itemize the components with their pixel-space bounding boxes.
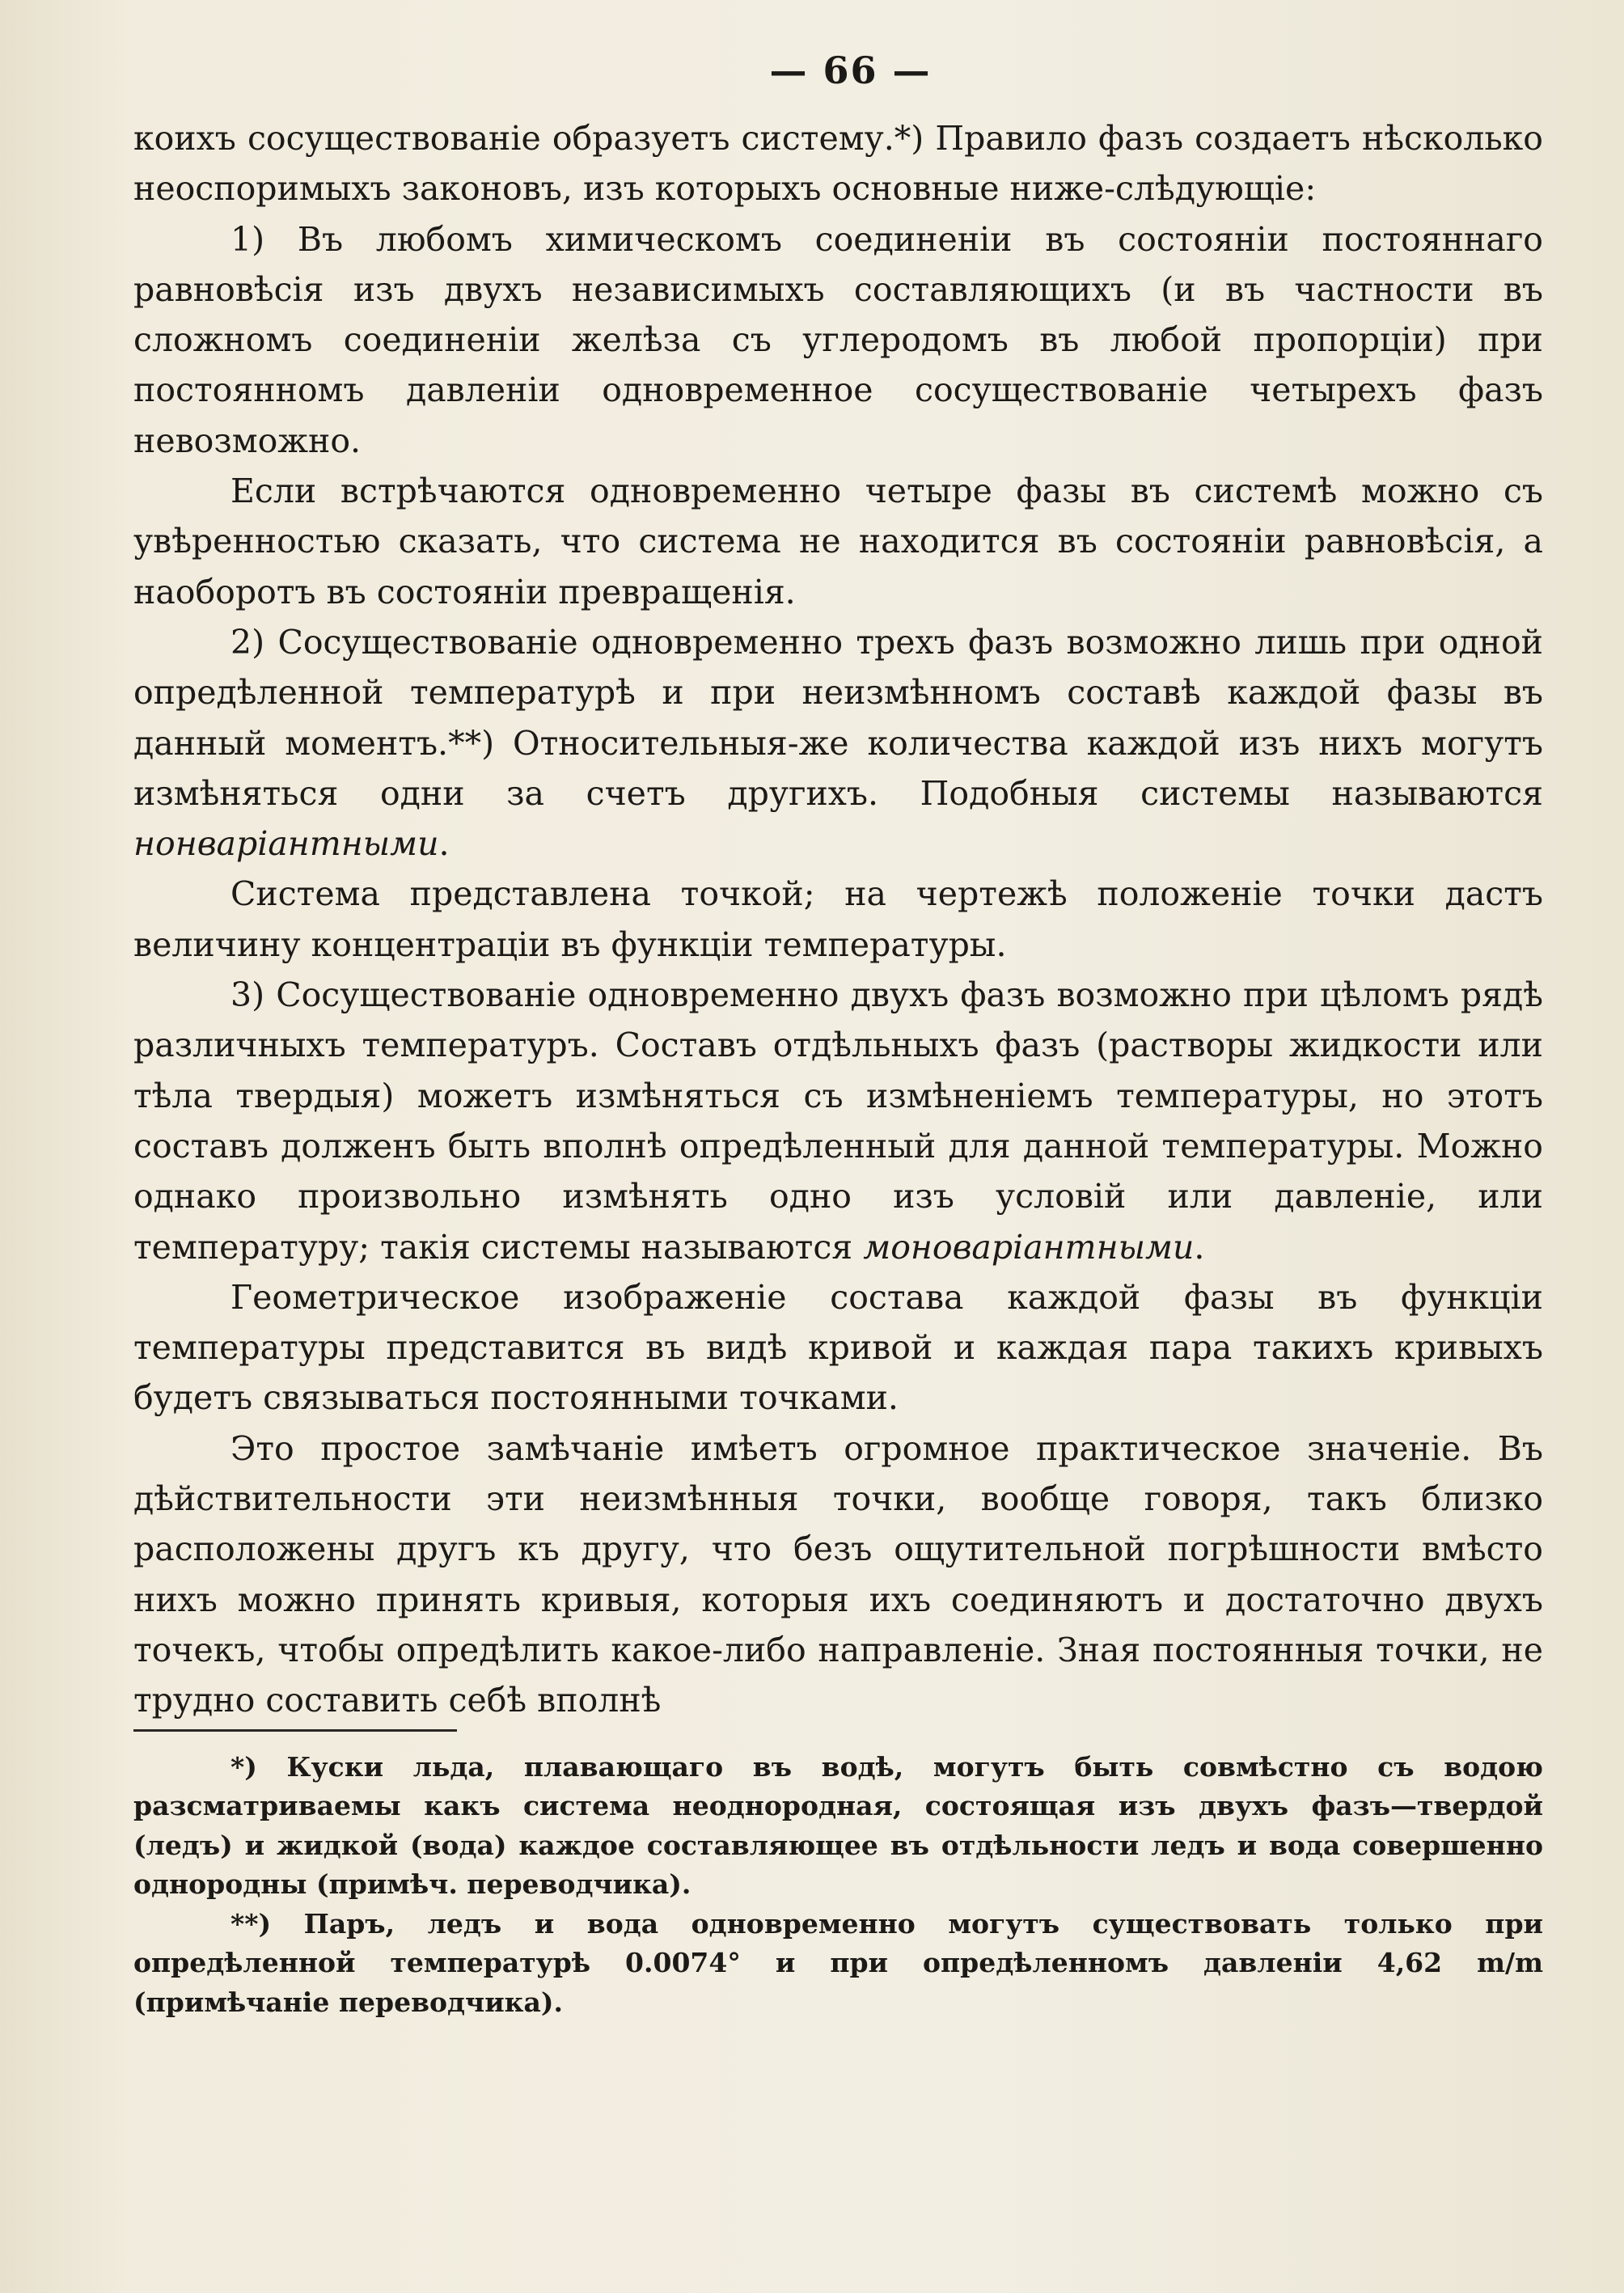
- main-text: [133, 113, 1543, 1726]
- footnote-1: *) Куски льда, плавающаго въ водѣ, могутъ быть совмѣстно съ водою разсматриваемы какъ система неоднородная, состоящая изъ двухъ фазъ—твердой (ледъ) и жидкой (вода) каждое составляющее въ отдѣльности ледъ и вода совершенно однородны (примѣч. переводчика).: [133, 1750, 1543, 1900]
- paragraph-3: Если встрѣчаются одновременно четыре фазы въ системѣ можно съ увѣренностью сказать, что система не находится въ состояніи равновѣсія, а наоборотъ въ состояніи превращенія.: [133, 472, 1543, 611]
- footnote-divider: [133, 1729, 457, 1732]
- paragraph-4-text: 2) Сосуществованіе одновременно трехъ фазъ возможно лишь при одной опредѣленной температурѣ и при неизмѣнномъ составѣ каждой фазы въ данный моментъ.**) Относительныя-же количества каждой изъ нихъ могутъ измѣняться одни за счетъ другихъ. Подобныя системы называются: [133, 622, 1543, 813]
- paragraph-4: [133, 617, 1543, 869]
- footnotes: [133, 1748, 1543, 2023]
- paragraph-4-end: .: [438, 824, 450, 864]
- term-nonvariant: нонваріантными: [133, 824, 439, 864]
- term-monovariant: моноваріантными: [863, 1227, 1195, 1267]
- paragraph-8: Это простое замѣчаніе имѣетъ огромное практическое значеніе. Въ дѣйствительности эти неизмѣнныя точки, вообще говоря, такъ близко расположены другъ къ другу, что безъ ощутительной погрѣшности вмѣсто нихъ можно принять кривыя, которыя ихъ соединяютъ и достаточно двухъ точекъ, чтобы опредѣлить какое-либо направленіе. Зная постоянныя точки, не трудно составить себѣ вполнѣ: [133, 1428, 1543, 1720]
- paragraph-6-end: .: [1194, 1227, 1205, 1267]
- paragraph-5: Система представлена точкой; на чертежѣ положеніе точки дастъ величину концентраціи въ функціи температуры.: [133, 874, 1543, 964]
- page-number: — 66 —: [769, 49, 932, 92]
- paragraph-6-text: 3) Сосуществованіе одновременно двухъ фазъ возможно при цѣломъ рядѣ различныхъ температуръ. Составъ отдѣльныхъ фазъ (растворы жидкости или тѣла твердыя) можетъ измѣняться съ измѣненіемъ температуры, но этотъ составъ долженъ быть вполнѣ опредѣленный для данной температуры. Можно однако произвольно измѣнять одно изъ условій или давленіе, или температуру; такія системы называются: [133, 975, 1543, 1267]
- paragraph-6: [133, 970, 1543, 1272]
- footnote-2: **) Паръ, ледъ и вода одновременно могутъ существовать только при опредѣленной температурѣ 0.0074° и при опредѣленномъ давленіи 4,62 m/m (примѣчаніе переводчика).: [133, 1907, 1543, 2018]
- paragraph-7: Геометрическое изображеніе состава каждой фазы въ функціи температуры представится въ видѣ кривой и каждая пара такихъ кривыхъ будетъ связываться постоянными точками.: [133, 1277, 1543, 1418]
- paragraph-1: коихъ сосуществованіе образуетъ систему.*) Правило фазъ создаетъ нѣсколько неоспоримыхъ законовъ, изъ которыхъ основные ниже-слѣдующіе:: [133, 119, 1543, 209]
- paragraph-2: 1) Въ любомъ химическомъ соединеніи въ состояніи постояннаго равновѣсія изъ двухъ независимыхъ составляющихъ (и въ частности въ сложномъ соединеніи желѣза съ углеродомъ въ любой пропорціи) при постоянномъ давленіи одновременное сосуществованіе четырехъ фазъ невозможно.: [133, 219, 1543, 460]
